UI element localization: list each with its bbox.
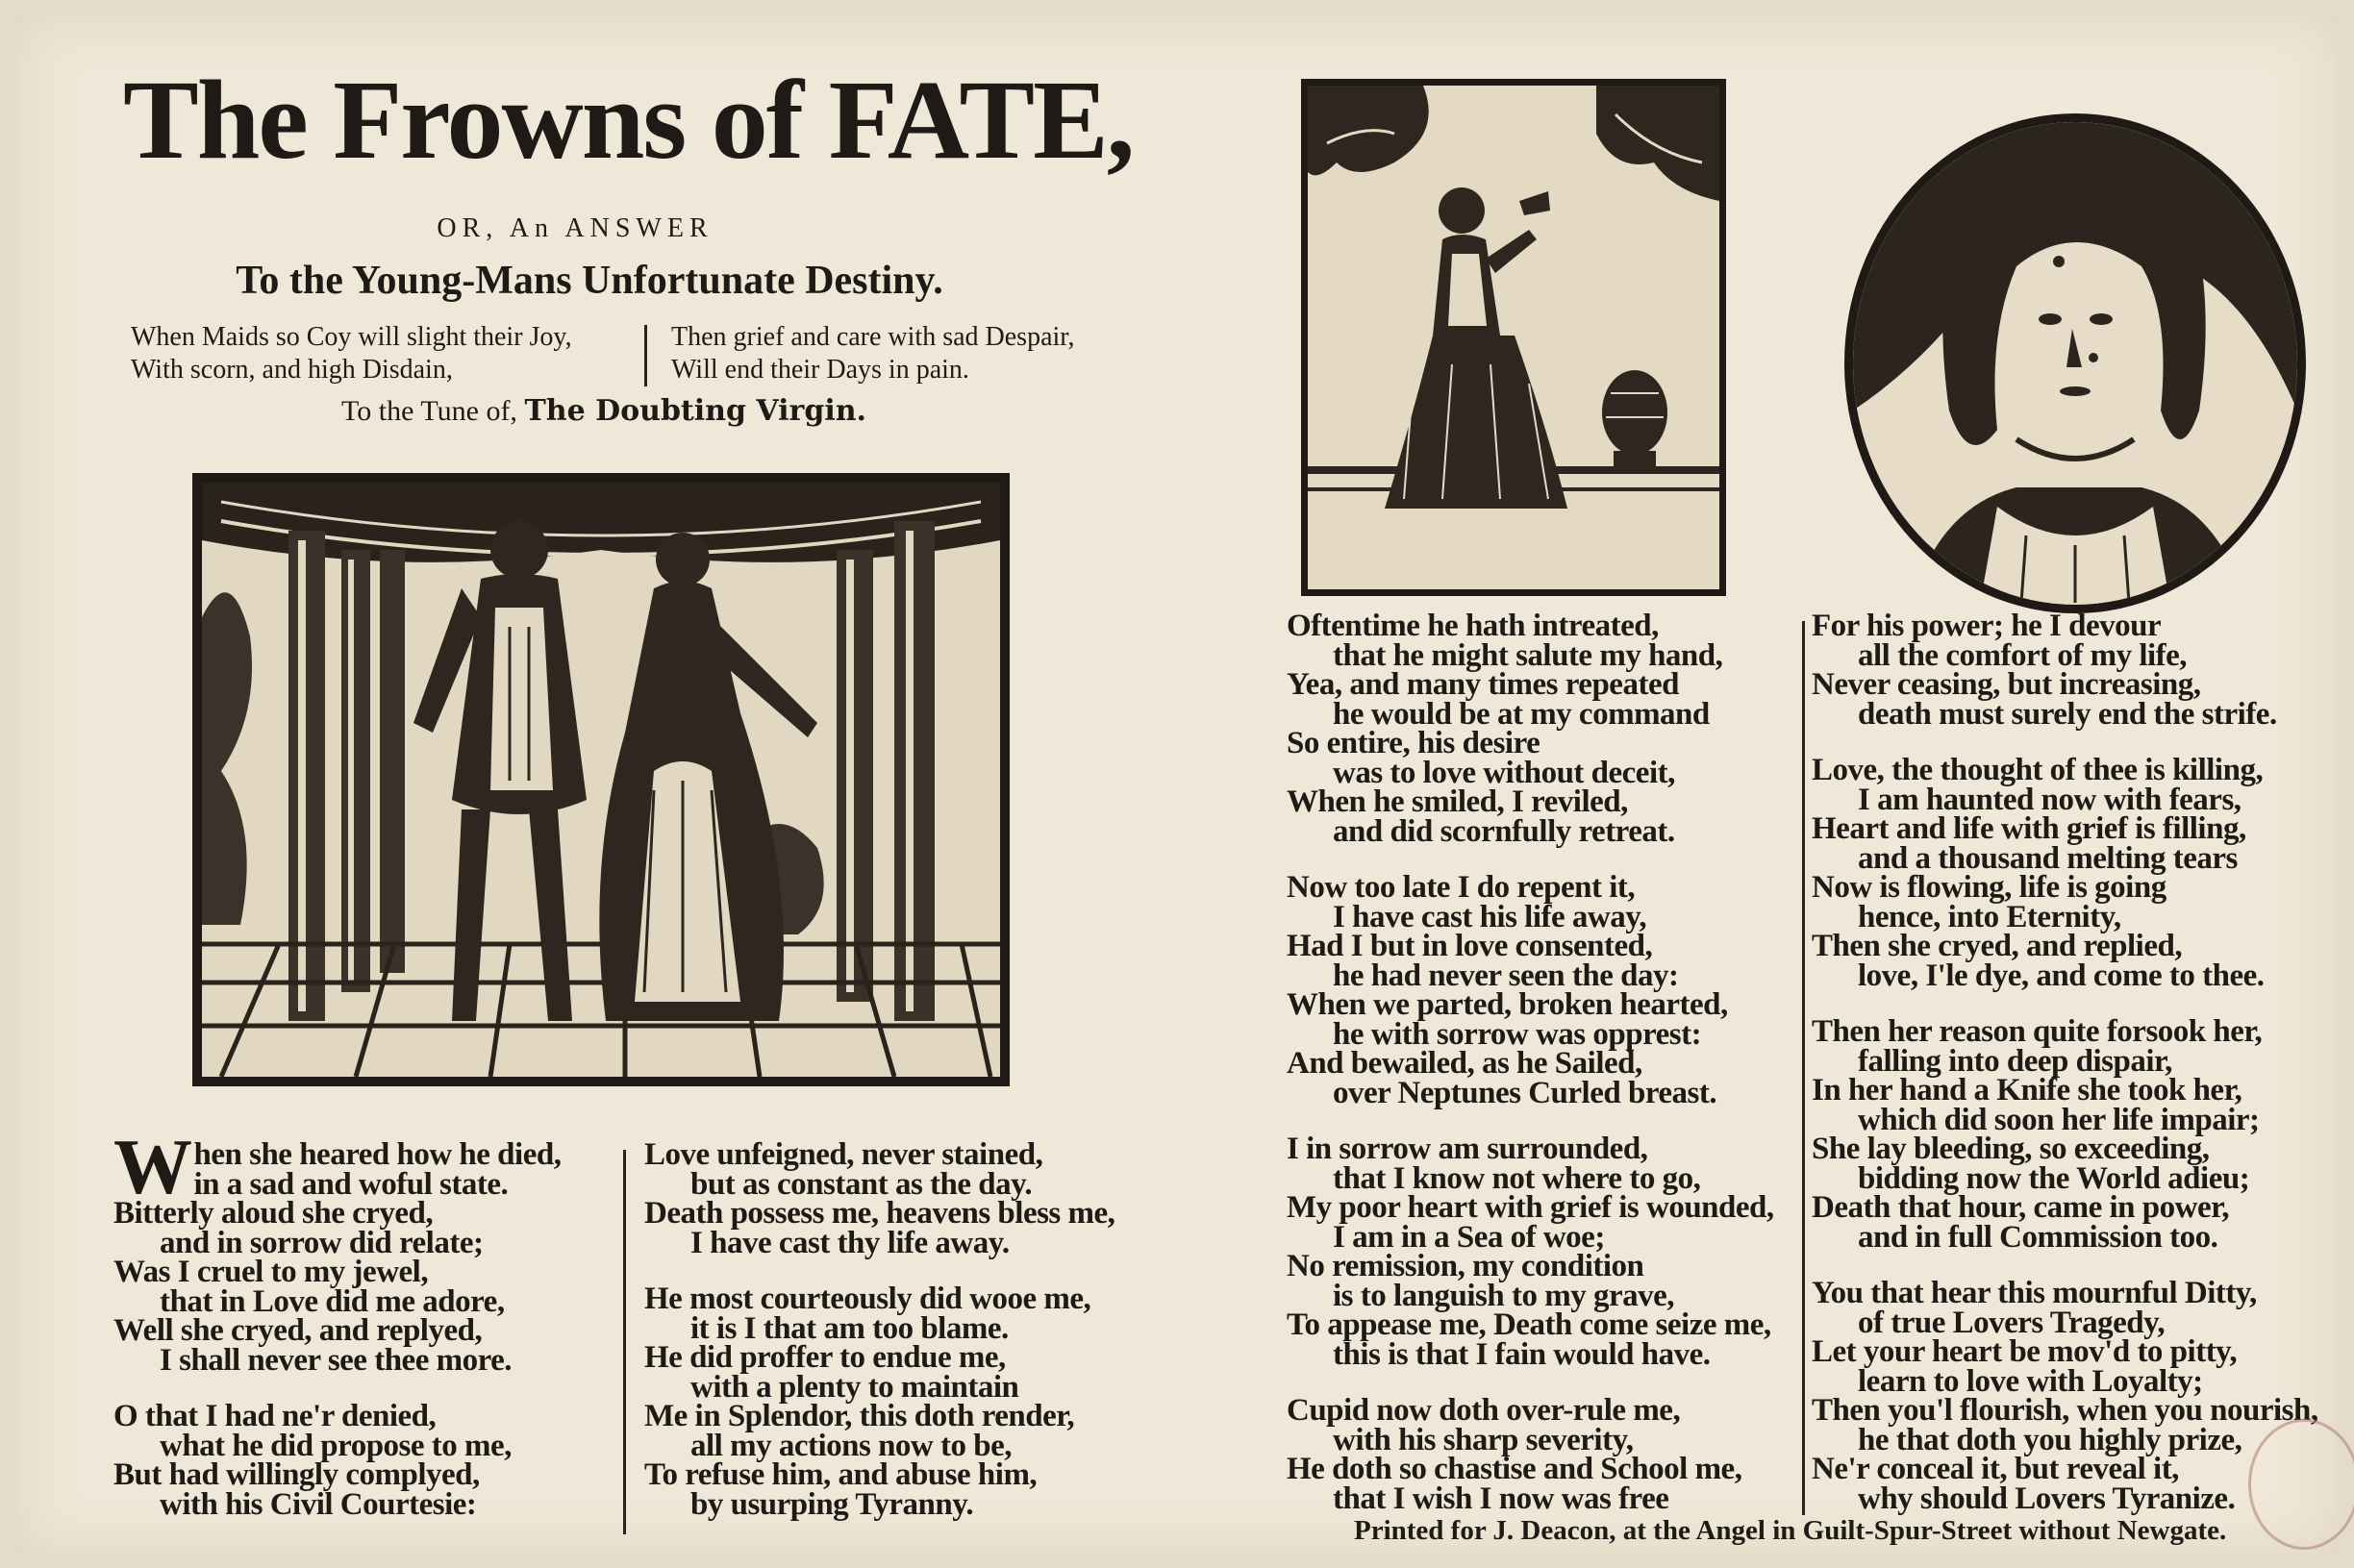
verse-line: that in Love did me adore, [160, 1283, 505, 1319]
verse-line: He doth so chastise and School me, [1287, 1452, 1742, 1486]
stanza [113, 1399, 614, 1522]
verse-line: When we parted, broken hearted, [1287, 987, 1728, 1022]
stanza [644, 1282, 1183, 1522]
verse-line: that he might salute my hand, [1333, 637, 1723, 673]
stanza [1812, 753, 2350, 993]
broadside-sheet [17, 15, 2337, 1554]
motto-divider [644, 325, 647, 386]
verse-line: that I wish I now was free [1333, 1481, 1669, 1516]
verse-line: My poor heart with grief is wounded, [1287, 1190, 1774, 1225]
verse-line: hence, into Eternity, [1858, 899, 2121, 934]
subtitle-or: OR, An ANSWER [437, 213, 714, 243]
verse-line: but as constant as the day. [690, 1166, 1033, 1202]
verse-line: But had willingly complyed, [113, 1457, 480, 1492]
verse-line: death must surely end the strife. [1858, 696, 2277, 732]
verse-line: When he smiled, I reviled, [1287, 784, 1628, 819]
motto-line: When Maids so Coy will slight their Joy, [131, 322, 572, 352]
couple-woodcut-image [202, 483, 1000, 1077]
verse-line: No remission, my condition [1287, 1249, 1644, 1283]
verse-line: in a sad and woful state. [193, 1166, 509, 1202]
verse-line: Had I but in love consented, [1287, 929, 1653, 963]
printer-imprint: Printed for J. Deacon, at the Angel in Guilt-Spur-Street without Newgate. [1354, 1515, 2227, 1546]
verse-line: with a plenty to maintain [690, 1369, 1019, 1405]
verse-line: why should Lovers Tyranize. [1858, 1481, 2236, 1516]
verse-line: and in sorrow did relate; [160, 1225, 484, 1260]
verse-line: which did soon her life impair; [1858, 1102, 2260, 1137]
woodcut-oval-portrait [1844, 113, 2306, 613]
column-divider [1802, 621, 1805, 1515]
verse-line: He most courteously did wooe me, [644, 1282, 1091, 1316]
verse-line: She lay bleeding, so exceeding, [1812, 1132, 2210, 1166]
motto-right [671, 321, 1171, 386]
verse-line: what he did propose to me, [160, 1428, 512, 1463]
verse-line: was to love without deceit, [1333, 755, 1675, 790]
verse-line: and did scornfully retreat. [1333, 813, 1675, 849]
verse-line: Then she cryed, and replied, [1812, 929, 2183, 963]
verse-line: I in sorrow am surrounded, [1287, 1132, 1648, 1166]
verse-line: love, I'le dye, and come to thee. [1858, 958, 2265, 993]
verse-line: You that hear this mournful Ditty, [1812, 1276, 2257, 1310]
verse-line: So entire, his desire [1287, 726, 1540, 760]
verse-line: Death possess me, heavens bless me, [644, 1196, 1115, 1231]
woodcut-seated-woman-illustration [1301, 79, 1726, 596]
verse-line: with his sharp severity, [1333, 1422, 1634, 1457]
verse-column-1 [113, 1123, 614, 1522]
stanza [1812, 1014, 2350, 1255]
verse-line: Now too late I do repent it, [1287, 870, 1636, 905]
verse-line: Ne'r conceal it, but reveal it, [1812, 1452, 2179, 1486]
verse-line: Heart and life with grief is filling, [1812, 811, 2246, 846]
motto-line: Then grief and care with sad Despair, [671, 322, 1075, 352]
verse-line: I have cast his life away, [1333, 899, 1647, 934]
verse-column-4 [1812, 609, 2350, 1516]
verse-line: all the comfort of my life, [1858, 637, 2188, 673]
verse-line: He did proffer to endue me, [644, 1340, 1006, 1375]
verse-line: he would be at my command [1333, 696, 1710, 732]
verse-line: bidding now the World adieu; [1858, 1160, 2250, 1196]
verse-line: In her hand a Knife she took her, [1812, 1073, 2242, 1108]
verse-line: Then you'l flourish, when you nourish, [1812, 1393, 2318, 1428]
verse-line: that I know not where to go, [1333, 1160, 1701, 1196]
verse-line: Love unfeigned, never stained, [644, 1137, 1043, 1172]
library-stamp-icon [2248, 1419, 2354, 1550]
subtitle-main: To the Young-Mans Unfortunate Destiny. [236, 259, 943, 303]
verse-line: hen she heared how he died, [193, 1137, 562, 1172]
verse-line: I am haunted now with fears, [1858, 782, 2241, 817]
verse-line: Bitterly aloud she cryed, [113, 1196, 434, 1231]
verse-line: Death that hour, came in power, [1812, 1190, 2229, 1225]
verse-line: with his Civil Courtesie: [160, 1486, 477, 1522]
verse-line: Never ceasing, but increasing, [1812, 667, 2201, 702]
verse-line: Then her reason quite forsook her, [1812, 1014, 2263, 1049]
verse-line: by usurping Tyranny. [690, 1486, 974, 1522]
verse-line: this is that I fain would have. [1333, 1336, 1711, 1372]
stanza [113, 1123, 614, 1378]
verse-column-2 [644, 1137, 1183, 1522]
verse-line: Me in Splendor, this doth render, [644, 1399, 1075, 1433]
motto-left [131, 321, 631, 386]
stanza [644, 1137, 1183, 1260]
verse-line: And bewailed, as he Sailed, [1287, 1046, 1642, 1081]
verse-line: he that doth you highly prize, [1858, 1422, 2242, 1457]
verse-line: Yea, and many times repeated [1287, 667, 1679, 702]
ballad-title: The Frowns of FATE, [123, 57, 1134, 183]
seated-woman-woodcut-image [1308, 86, 1719, 589]
verse-line: Love, the thought of thee is killing, [1812, 753, 2264, 787]
verse-line: Now is flowing, life is going [1812, 870, 2166, 905]
verse-column-3 [1287, 609, 1787, 1516]
verse-line: of true Lovers Tragedy, [1858, 1305, 2166, 1340]
verse-line: he had never seen the day: [1333, 958, 1679, 993]
verse-line: Cupid now doth over-rule me, [1287, 1393, 1681, 1428]
verse-line: learn to love with Loyalty; [1858, 1363, 2203, 1399]
verse-line: and in full Commission too. [1858, 1219, 2218, 1255]
portrait-woodcut-image [1853, 122, 2297, 605]
verse-line: Was I cruel to my jewel, [113, 1255, 429, 1289]
stanza [1287, 1393, 1787, 1516]
verse-line: I shall never see thee more. [160, 1342, 513, 1378]
drop-cap-letter: W [113, 1123, 192, 1210]
verse-line: O that I had ne'r denied, [113, 1399, 437, 1433]
verse-line: is to languish to my grave, [1333, 1278, 1675, 1313]
tune-line [210, 394, 998, 428]
motto-line: Will end their Days in pain. [671, 355, 969, 385]
verse-line: Oftentime he hath intreated, [1287, 609, 1659, 643]
verse-line: all my actions now to be, [690, 1428, 1012, 1463]
motto-line: With scorn, and high Disdain, [131, 355, 453, 385]
stanza [1287, 870, 1787, 1110]
verse-line: I am in a Sea of woe; [1333, 1219, 1605, 1255]
column-divider [623, 1150, 626, 1534]
woodcut-couple-illustration [192, 473, 1010, 1086]
stanza [1287, 609, 1787, 849]
verse-line: and a thousand melting tears [1858, 840, 2238, 876]
verse-line: he with sorrow was opprest: [1333, 1016, 1702, 1052]
verse-line: To appease me, Death come seize me, [1287, 1307, 1771, 1342]
stanza [1287, 1132, 1787, 1372]
verse-line: For his power; he I devour [1812, 609, 2162, 643]
verse-line: falling into deep dispair, [1858, 1043, 2172, 1079]
tune-prefix: To the Tune of, [341, 395, 517, 427]
verse-line: over Neptunes Curled breast. [1333, 1075, 1717, 1110]
verse-line: To refuse him, and abuse him, [644, 1457, 1038, 1492]
tune-name: The Doubting Virgin. [524, 394, 866, 428]
stanza [1812, 609, 2350, 732]
verse-line: Let your heart be mov'd to pitty, [1812, 1334, 2238, 1369]
verse-line: Well she cryed, and replyed, [113, 1313, 483, 1348]
verse-line: it is I that am too blame. [690, 1310, 1009, 1346]
verse-line: I have cast thy life away. [690, 1225, 1010, 1260]
